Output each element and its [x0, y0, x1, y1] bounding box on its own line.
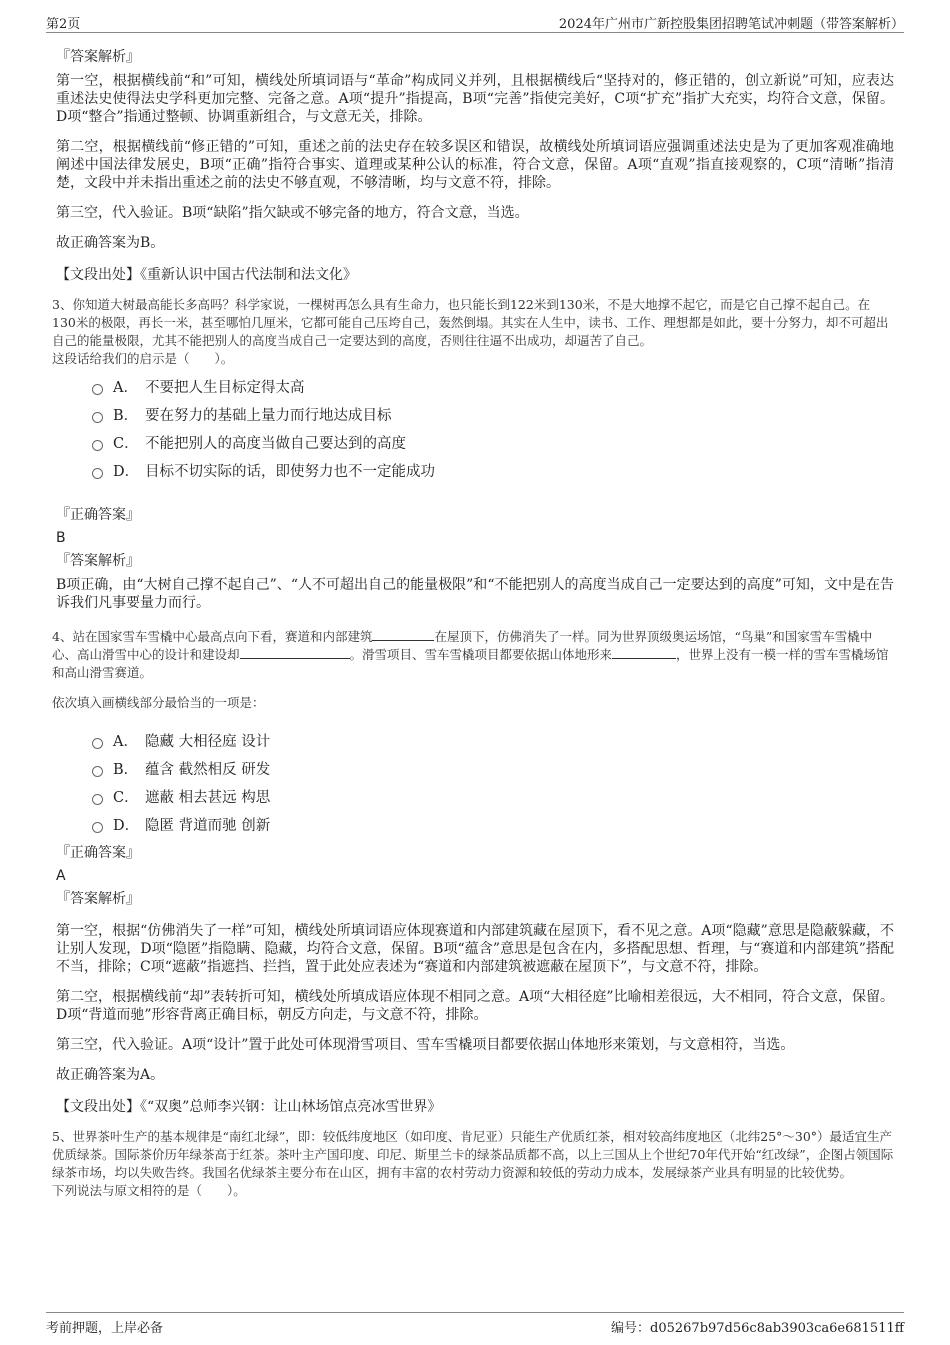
radio-icon[interactable] [92, 738, 103, 749]
correct-answer-label: 『正确答案』 [56, 507, 140, 523]
option-c[interactable]: C． 遮蔽 相去甚远 构思 [92, 782, 894, 810]
question-3 [52, 296, 894, 612]
question-text: 4、站在国家雪车雪橇中心最高点向下看，赛道和内部建筑 在屋顶下，仿佛消失了一样。同为世界顶级奥运场馆，“鸟巢”和国家雪车雪橇中心、高山滑雪中心的设计和建设却 。滑雪项目、雪车雪橇项目都要依据山体地形来 ，世界上没有一模一样的雪车雪橇场馆和高山滑雪赛道。 [52, 629, 889, 680]
analysis-paragraph: 第三空，代入验证。A项“设计”置于此处可体现滑雪项目、雪车雪橇项目都要依据山体地形来策划，与文意相符，当选。 [56, 1037, 795, 1053]
fill-blank [372, 628, 434, 641]
question-text: 5、世界茶叶生产的基本规律是“南红北绿”，即：较低纬度地区（如印度、肯尼亚）只能生产优质红茶，相对较高纬度地区（北纬25°～30°）最适宜生产优质绿茶。国际茶价历年绿茶高于红茶。茶叶主产国印度、印尼、斯里兰卡的绿茶品质都不高，以上三国从上个世纪70年代开始“红改绿”，企图占领国际绿茶市场，均以失败告终。我国名优绿茶主要分布在山区，拥有丰富的农村劳动力资源和较低的劳动力成本，发展绿茶产业具有明显的比较优势。 [52, 1129, 894, 1180]
radio-icon[interactable] [92, 412, 103, 423]
fill-blank [240, 646, 350, 659]
analysis-paragraph: 第一空，根据“仿佛消失了一样”可知，横线处所填词语应体现赛道和内部建筑藏在屋顶下，看不见之意。A项“隐藏”意思是隐蔽躲藏，不让别人发现，D项“隐匿”指隐瞒、隐藏，均符合文意，保留。B项“蕴含”意思是包含在内，多搭配思想、哲理，与“赛道和内部建筑”搭配不当，排除；C项“遮蔽”指遮挡、拦挡，置于此处应表述为“赛道和内部建筑被遮蔽在屋顶下”，与文意不符，排除。 [56, 923, 894, 975]
option-c[interactable]: C． 不能把别人的高度当做自己要达到的高度 [92, 428, 894, 456]
correct-answer-label: 『正确答案』 [56, 845, 140, 861]
radio-icon[interactable] [92, 468, 103, 479]
analysis-label: 『答案解析』 [56, 891, 140, 907]
correct-answer: B [56, 530, 66, 546]
document-title: 2024年广州市广新控股集团招聘笔试冲刺题（带答案解析） [558, 17, 904, 32]
fill-blank [612, 646, 676, 659]
footer-slogan: 考前押题，上岸必备 [46, 1321, 164, 1336]
page-number: 第2页 [46, 17, 81, 32]
source-citation: 【文段出处】《重新认识中国古代法制和法文化》 [56, 267, 357, 283]
option-d[interactable]: D． 隐匿 背道而驰 创新 [92, 810, 894, 838]
question-text: 3、你知道大树最高能长多高吗？科学家说，一棵树再怎么具有生命力，也只能长到122米到130米，不是大地撑不起它，而是它自己撑不起自己。在130米的极限，再长一米，甚至哪怕几厘米，它都可能自己压垮自己，轰然倒塌。其实在人生中，读书、工作、理想都是如此，要十分努力，却不可超出自己的能量极限，尤其不能把别人的高度当成自己一定要达到的高度，否则往往逼不出成功，却逼苦了自己。 [52, 297, 889, 348]
question-4 [52, 628, 894, 1116]
radio-icon[interactable] [92, 822, 103, 833]
question-prompt: 这段话给我们的启示是（ ）。 [52, 351, 234, 366]
analysis-paragraph: 第三空，代入验证。B项“缺陷”指欠缺或不够完备的地方，符合文意，当选。 [56, 205, 529, 221]
page-footer [46, 1312, 904, 1335]
radio-icon[interactable] [92, 766, 103, 777]
analysis-paragraph: 第一空，根据横线前“和”可知，横线处所填词语与“革命”构成同义并列，且根据横线后“坚持对的，修正错的，创立新说”可知，应表达重述法史使得法史学科更加完整、完备之意。A项“提升”指提高，B项“完善”指使完美好，C项“扩充”指扩大充实，均符合文意，保留。D项“整合”指通过整顿、协调重新组合，与文意无关，排除。 [56, 73, 894, 125]
page-header [46, 10, 904, 33]
option-b[interactable]: B． 要在努力的基础上量力而行地达成目标 [92, 400, 894, 428]
correct-answer: A [56, 868, 66, 884]
document-code: 编号：d05267b97d56c8ab3903ca6e681511ff [611, 1321, 904, 1336]
page-body [52, 38, 894, 1204]
analysis-paragraph: 第二空，根据横线前“修正错的”可知，重述之前的法史存在较多误区和错误，故横线处所填词语应强调重述法史是为了更加客观准确地阐述中国法律发展史，B项“正确”指符合事实、道理或某种公认的标准，符合文意，保留。A项“直观”指直接观察的，C项“清晰”指清楚，文段中并未指出重述之前的法史不够直观，不够清晰，均与文意不符，排除。 [56, 139, 894, 191]
option-a[interactable]: A． 不要把人生目标定得太高 [92, 372, 894, 400]
analysis-conclusion: 故正确答案为B。 [56, 235, 165, 251]
question-5 [52, 1128, 894, 1200]
source-citation: 【文段出处】《“双奥”总师李兴钢：让山林场馆点亮冰雪世界》 [56, 1099, 442, 1115]
radio-icon[interactable] [92, 794, 103, 805]
option-d[interactable]: D． 目标不切实际的话，即使努力也不一定能成功 [92, 456, 894, 484]
analysis-paragraph: 第二空，根据横线前“却”表转折可知，横线处所填成语应体现不相同之意。A项“大相径庭”比喻相差很远，大不相同，符合文意，保留。D项“背道而驰”形容背离正确目标，朝反方向走，与文意不符，排除。 [56, 989, 894, 1023]
analysis-label: 『答案解析』 [56, 553, 140, 569]
analysis-conclusion: 故正确答案为A。 [56, 1067, 165, 1083]
question-prompt: 依次填入画横线部分最恰当的一项是： [52, 695, 265, 710]
analysis-label: 『答案解析』 [56, 49, 140, 65]
analysis-paragraph: B项正确，由“大树自己撑不起自己”、“人不可超出自己的能量极限”和“不能把别人的高度当成自己一定要达到的高度”可知，文中是在告诉我们凡事要量力而行。 [56, 577, 894, 611]
radio-icon[interactable] [92, 440, 103, 451]
option-list [92, 372, 894, 484]
option-list [92, 726, 894, 838]
option-b[interactable]: B． 蕴含 截然相反 研发 [92, 754, 894, 782]
question-prompt: 下列说法与原文相符的是（ ）。 [52, 1183, 246, 1198]
option-a[interactable]: A． 隐藏 大相径庭 设计 [92, 726, 894, 754]
radio-icon[interactable] [92, 384, 103, 395]
